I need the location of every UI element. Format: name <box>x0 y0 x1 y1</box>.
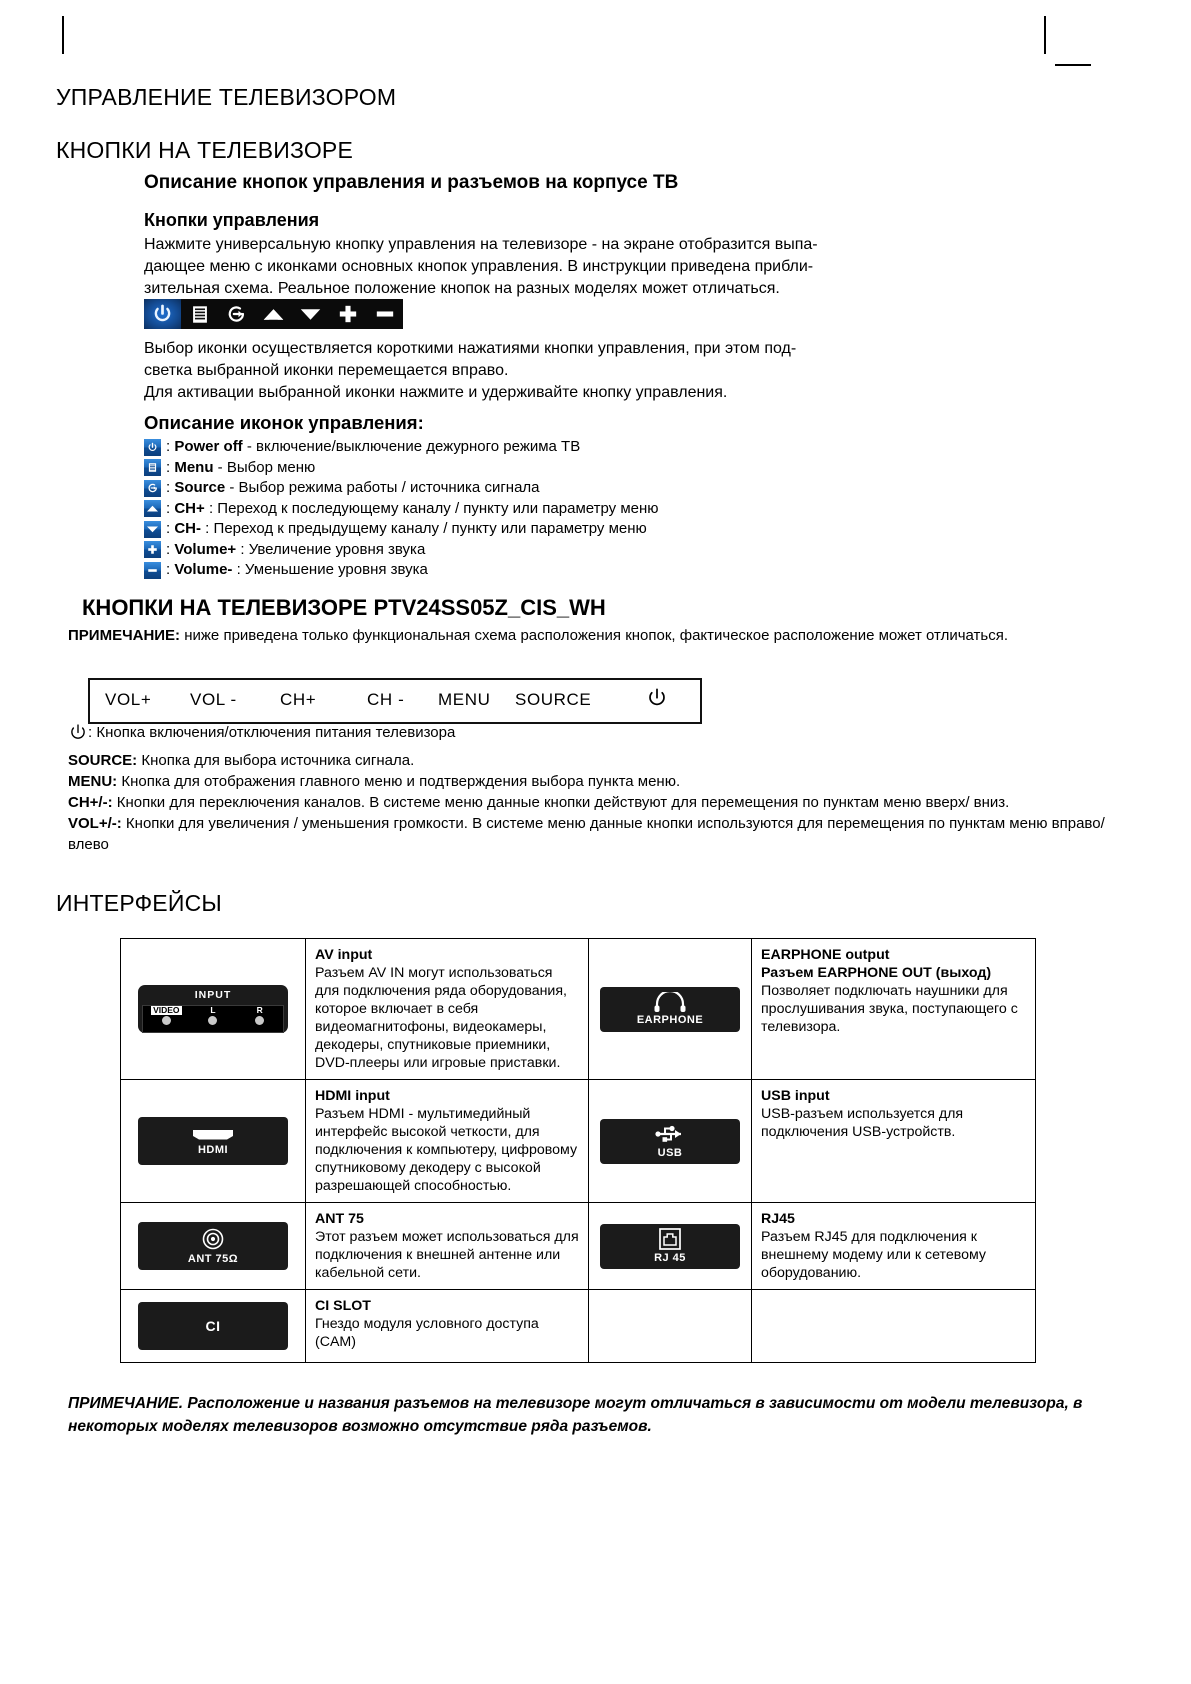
hdmi-port-label: HDMI <box>197 1143 229 1156</box>
legend-sep: : <box>232 561 245 578</box>
intro-line-2: дающее меню с иконками основных кнопок управления. В инструкции приведена прибли- <box>144 258 814 275</box>
strip-desc-vol-term: VOL+/-: <box>68 815 122 832</box>
crop-mark-left <box>62 16 64 54</box>
legend-text: : Source - Выбор режима работы / источника сигнала <box>166 479 540 496</box>
strip-desc-ch-text: Кнопки для переключения каналов. В системе меню данные кнопки действуют для перемещения по пунктам меню вверх/ вниз. <box>112 794 1010 811</box>
strip-label-menu[interactable]: MENU <box>438 690 491 709</box>
earphone-port-label: EARPHONE <box>636 1014 704 1026</box>
after-line-3: Для активации выбранной иконки нажмите и удерживайте кнопку управления. <box>144 384 728 401</box>
legend-row <box>144 519 659 540</box>
power-icon[interactable] <box>144 299 181 329</box>
legend-term: Volume- <box>174 561 233 578</box>
legend-sep: - <box>225 479 239 496</box>
interfaces-table <box>120 938 1036 1363</box>
legend-desc: включение/выключение дежурного режима ТВ <box>256 438 581 455</box>
chevron-up-icon <box>144 500 161 517</box>
table-row <box>121 939 1036 1080</box>
legend-row <box>144 437 659 458</box>
after-line-2: светка выбранной иконки перемещается вправо. <box>144 362 509 379</box>
hdmi-port-cell <box>121 1080 306 1203</box>
model-note <box>68 625 1124 646</box>
legend-term: Source <box>174 479 226 496</box>
usb-title-text: USB input <box>761 1088 830 1104</box>
plus-icon[interactable] <box>329 299 366 329</box>
strip-desc-ch-term: CH+/-: <box>68 794 113 811</box>
strip-descriptions <box>68 722 1124 855</box>
antenna-port-cell <box>121 1203 306 1290</box>
usb-body-text: USB-разъем используется для подключения USB-устройств. <box>761 1106 964 1140</box>
footer-note-line-1: Расположение и названия разъемов на телевизоре могут отличаться в зависимости от модели <box>183 1395 966 1412</box>
interfaces-heading: ИНТЕРФЕЙСЫ <box>56 890 222 916</box>
rj45-body-text: Разъем RJ45 для подключения к внешнему модему или к сетевому оборудованию. <box>761 1229 987 1281</box>
usb-port-cell <box>589 1080 752 1203</box>
av-input-title-text: AV input <box>315 947 373 963</box>
legend-desc: Переход к предыдущему каналу / пункту или параметру меню <box>213 520 647 537</box>
antenna-description <box>306 1203 589 1290</box>
legend-text: : Volume+ : Увеличение уровня звука <box>166 540 426 558</box>
strip-desc-source <box>68 750 1124 771</box>
ci-slot-description <box>306 1290 589 1363</box>
rj45-description <box>752 1203 1036 1290</box>
legend-sep: : <box>236 540 249 558</box>
plus-icon <box>144 541 161 558</box>
earphone-body-text: Позволяет подключать наушники для прослушивания звука, поступающего с телевизора. <box>761 983 1018 1035</box>
av-jack-video-label: VIDEO <box>153 1005 180 1015</box>
ci-slot-port-icon <box>138 1302 288 1350</box>
usb-port-icon <box>600 1119 740 1164</box>
strip-label-vol-plus[interactable]: VOL+ <box>105 690 152 709</box>
antenna-title-text: ANT 75 <box>315 1211 364 1227</box>
legend-row <box>144 560 659 581</box>
av-input-title: INPUT <box>194 989 232 1001</box>
strip-label-ch-plus[interactable]: CH+ <box>280 690 317 709</box>
av-jack-right <box>238 1006 282 1025</box>
legend-sep: : <box>201 520 214 537</box>
strip-label-vol-minus[interactable]: VOL - <box>190 690 237 709</box>
subsection-title: КНОПКИ НА ТЕЛЕВИЗОРЕ <box>56 137 353 163</box>
strip-desc-source-term: SOURCE: <box>68 752 138 769</box>
legend-text: : Menu - Выбор меню <box>166 458 316 476</box>
legend-text: : CH- : Переход к предыдущему каналу / пункту или параметру меню <box>166 520 647 537</box>
intro-line-1: Нажмите универсальную кнопку управления на телевизоре - на экране отобразится выпа- <box>144 236 818 253</box>
menu-icon[interactable] <box>181 299 218 329</box>
legend-text: : Volume- : Уменьшение уровня звука <box>166 561 428 578</box>
av-jack-left-label: L <box>210 1005 216 1015</box>
earphone-title2-text: Разъем EARPHONE OUT (выход) <box>761 965 992 981</box>
rj45-port-cell <box>589 1203 752 1290</box>
icon-legend-list <box>144 437 659 581</box>
table-row <box>121 1290 1036 1363</box>
after-line-1: Выбор иконки осуществляется короткими нажатиями кнопки управления, при этом под- <box>144 340 797 357</box>
strip-desc-menu-term: MENU: <box>68 773 118 790</box>
legend-term: CH+ <box>174 499 205 517</box>
model-section-heading: КНОПКИ НА ТЕЛЕВИЗОРЕ PTV24SS05Z_CIS_WH <box>82 595 606 620</box>
legend-sep: - <box>213 458 227 476</box>
empty-port-cell <box>589 1290 752 1363</box>
empty-description-cell <box>752 1290 1036 1363</box>
av-jack-right-dot <box>255 1016 264 1025</box>
footer-note-label: ПРИМЕЧАНИЕ. <box>68 1395 184 1412</box>
note-line-2: отличаться. <box>926 627 1009 644</box>
source-icon[interactable] <box>218 299 255 329</box>
strip-desc-vol-text: Кнопки для увеличения / уменьшения громкости. В системе меню данные кнопки используются для перемещения по пунктам меню вправо/ влево <box>68 815 1105 853</box>
power-icon <box>144 439 161 456</box>
strip-label-ch-minus[interactable]: CH - <box>367 690 405 709</box>
antenna-body-text: Этот разъем может использоваться для подключения к внешней антенне или кабельной сети. <box>315 1229 579 1281</box>
legend-row <box>144 499 659 520</box>
menu-icon <box>144 459 161 476</box>
legend-text: : Power off - включение/выключение дежурного режима ТВ <box>166 438 581 455</box>
control-icon-bar <box>144 299 403 329</box>
legend-row <box>144 540 659 561</box>
power-icon[interactable] <box>646 687 668 716</box>
note-label: ПРИМЕЧАНИЕ: <box>68 627 181 644</box>
strip-desc-source-text: Кнопка для выбора источника сигнала. <box>137 752 415 769</box>
chevron-down-icon[interactable] <box>292 299 329 329</box>
av-jack-video-dot <box>162 1016 171 1025</box>
usb-port-label: USB <box>657 1147 683 1159</box>
legend-row <box>144 458 659 479</box>
control-buttons-intro <box>144 234 844 300</box>
legend-term: Volume+ <box>174 540 237 558</box>
minus-icon <box>144 562 161 579</box>
crop-mark-right-horizontal <box>1055 64 1091 66</box>
minus-icon[interactable] <box>366 299 403 329</box>
chevron-up-icon[interactable] <box>255 299 292 329</box>
page-title: УПРАВЛЕНИЕ ТЕЛЕВИЗОРОМ <box>56 84 397 110</box>
antenna-port-icon <box>138 1222 288 1270</box>
table-row <box>121 1203 1036 1290</box>
ci-slot-port-cell <box>121 1290 306 1363</box>
chevron-down-icon <box>144 521 161 538</box>
footer-note-line-2: телевизора, в некоторых моделях телевизоров возможно отсутствие ряда разъемов. <box>68 1395 1083 1435</box>
ci-slot-title-text: CI SLOT <box>315 1298 371 1314</box>
legend-desc: Выбор режима работы / источника сигнала <box>238 479 540 496</box>
hdmi-description <box>306 1080 589 1203</box>
legend-desc: Переход к последующему каналу / пункту или параметру меню <box>217 499 659 517</box>
antenna-port-label: ANT 75Ω <box>187 1253 239 1265</box>
av-jacks <box>142 1005 284 1033</box>
legend-desc: Увеличение уровня звука <box>248 540 426 558</box>
legend-desc: Уменьшение уровня звука <box>244 561 428 578</box>
earphone-description <box>752 939 1036 1080</box>
ci-slot-body-text: Гнездо модуля условного доступа (CAM) <box>315 1316 539 1350</box>
av-input-port-icon <box>138 985 288 1033</box>
legend-term: Menu <box>174 458 214 476</box>
strip-desc-ch <box>68 792 1124 813</box>
av-input-description <box>306 939 589 1080</box>
strip-label-source[interactable]: SOURCE <box>515 690 592 709</box>
source-icon <box>144 480 161 497</box>
legend-sep: : <box>204 499 218 517</box>
table-row <box>121 1080 1036 1203</box>
strip-desc-power-text: : Кнопка включения/отключения питания телевизора <box>88 724 456 741</box>
hdmi-body-text: Разъем HDMI - мультимедийный интерфейс высокой четкости, для подключения к компьютеру, цифровому спутниковому декодеру с высокой разрешающей способностью. <box>315 1106 578 1194</box>
earphone-port-cell <box>589 939 752 1080</box>
rj45-port-icon <box>600 1224 740 1269</box>
usb-description <box>752 1080 1036 1203</box>
legend-sep: - <box>242 438 257 455</box>
legend-text: : CH+ : Переход к последующему каналу / пункту или параметру меню <box>166 499 659 517</box>
strip-desc-menu-text: Кнопка для отображения главного меню и подтверждения выбора пункта меню. <box>117 773 681 790</box>
power-icon <box>68 723 88 750</box>
av-jack-left <box>191 1006 235 1025</box>
strip-desc-vol <box>68 813 1124 855</box>
earphone-title-text: EARPHONE output <box>761 947 890 963</box>
av-jack-right-label: R <box>256 1005 263 1015</box>
legend-desc: Выбор меню <box>226 458 316 476</box>
hdmi-port-icon <box>138 1117 288 1165</box>
note-line-1: ниже приведена только функциональная схема расположения кнопок, фактическое расположение может <box>184 627 922 644</box>
control-buttons-after-text <box>144 338 844 404</box>
av-jack-left-dot <box>208 1016 217 1025</box>
footer-note <box>68 1392 1128 1438</box>
av-input-port-cell <box>121 939 306 1080</box>
legend-term: CH- <box>174 520 202 537</box>
ci-slot-port-label: CI <box>205 1318 221 1334</box>
hdmi-title-text: HDMI input <box>315 1088 390 1104</box>
av-input-body-text: Разъем AV IN могут использоваться для подключения ряда оборудования, которое включает в себя видеомагнитофоны, видеокамеры, декодеры, спутниковые приемники, DVD-плееры или игровые приставки. <box>315 965 567 1071</box>
crop-mark-right-vertical <box>1044 16 1046 54</box>
strip-desc-menu <box>68 771 1124 792</box>
strip-desc-power <box>68 722 1124 750</box>
rj45-port-label: RJ 45 <box>654 1252 686 1264</box>
legend-row <box>144 478 659 499</box>
earphone-port-icon <box>600 987 740 1032</box>
icon-legend-heading: Описание иконок управления: <box>144 412 424 433</box>
intro-line-3: зительная схема. Реальное положение кнопок на разных моделях может отличаться. <box>144 280 780 297</box>
control-buttons-heading: Кнопки управления <box>144 210 320 230</box>
av-jack-video <box>144 1006 188 1025</box>
block-heading: Описание кнопок управления и разъемов на корпусе ТВ <box>144 172 679 193</box>
legend-term: Power off <box>174 438 243 455</box>
rj45-title-text: RJ45 <box>761 1211 795 1227</box>
tv-button-strip-diagram <box>88 678 702 724</box>
